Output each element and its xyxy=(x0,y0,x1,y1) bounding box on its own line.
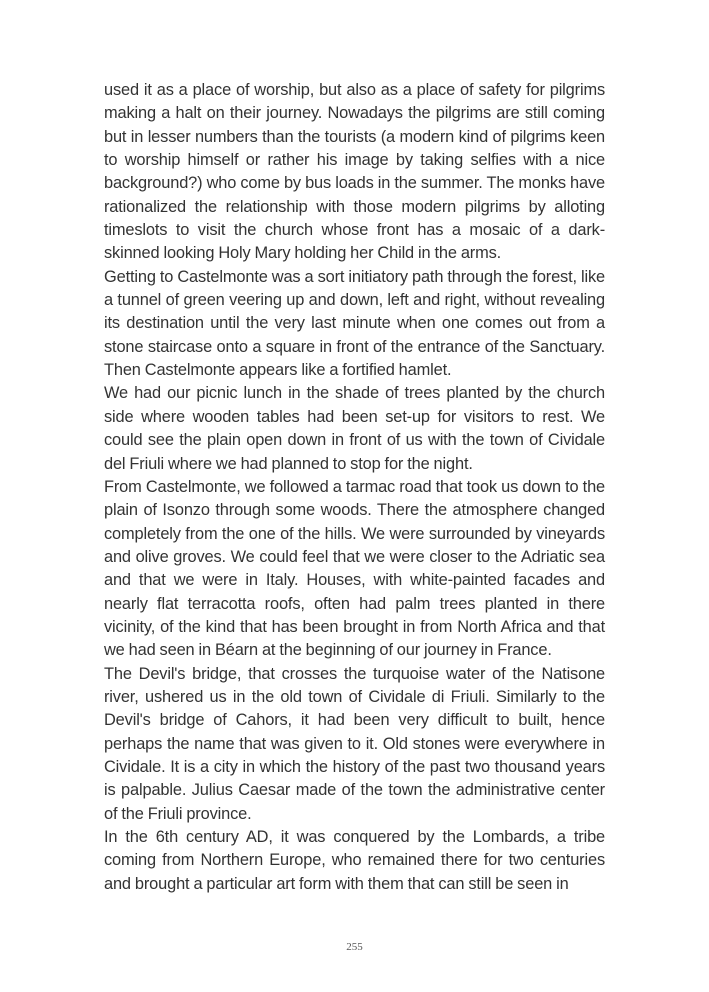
paragraph-picnic: We had our picnic lunch in the shade of trees planted by the church side where wooden tables had been set-up for visitors to rest. We could see the plain open down in front of us with the town of Cividale del Friuli where we had planned to stop for the night. xyxy=(104,384,605,473)
paragraph-castelmonte-path: Getting to Castelmonte was a sort initiatory path through the forest, like a tunnel of green veering up and down, left and right, without revealing its destination until the very last minute when one comes out from a stone staircase onto a square in front of the entrance of the Sanctuary. Then Castelmonte appears like a fortified hamlet. xyxy=(104,267,605,380)
page-number: 255 xyxy=(346,941,363,953)
body-text xyxy=(104,79,605,896)
paragraph-worship: used it as a place of worship, but also as a place of safety for pilgrims making a halt on their journey. Nowadays the pilgrims are still coming but in lesser numbers than the tourists (a modern kind of pilgrims keen to worship himself or rather his image by taking selfies with a nice background?) who come by bus loads in the summer. The monks have rationalized the relationship with those modern pilgrims by alloting timeslots to visit the church whose front has a mosaic of a dark-skinned looking Holy Mary holding her Child in the arms. xyxy=(104,81,605,263)
paragraph-devils-bridge: The Devil's bridge, that crosses the turquoise water of the Natisone river, ushered us in the old town of Cividale di Friuli. Similarly to the Devil's bridge of Cahors, it had been very difficult to built, hence perhaps the name that was given to it. Old stones were everywhere in Cividale. It is a city in which the history of the past two thousand years is palpable. Julius Caesar made of the town the administrative center of the Friuli province. xyxy=(104,664,605,823)
paragraph-lombards: In the 6th century AD, it was conquered by the Lombards, a tribe coming from Northern Europe, who remained there for two centuries and brought a particular art form with them that can still be seen in xyxy=(104,828,605,893)
paragraph-isonzo-plain: From Castelmonte, we followed a tarmac road that took us down to the plain of Isonzo through some woods. There the atmosphere changed completely from the one of the hills. We were surrounded by vineyards and olive groves. We could feel that we were closer to the Adriatic sea and that we were in Italy. Houses, with white-painted facades and nearly flat terracotta roofs, often had palm trees planted in there vicinity, of the kind that has been brought in from North Africa and that we had seen in Béarn at the beginning of our journey in France. xyxy=(104,477,605,660)
